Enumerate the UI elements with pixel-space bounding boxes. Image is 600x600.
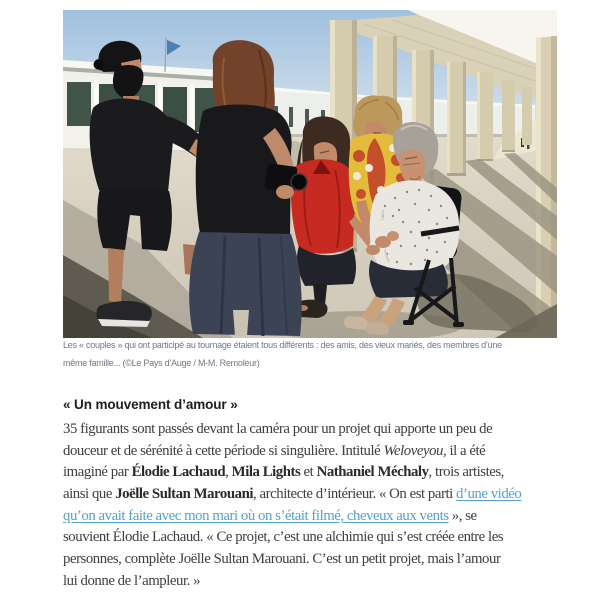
- body-text: », se: [448, 507, 477, 524]
- body-text: imaginé par: [63, 464, 132, 481]
- article-line: [63, 549, 521, 571]
- body-text: et: [300, 464, 317, 481]
- article-line: [63, 462, 521, 484]
- photo-caption-line-1: Les « couples » qui ont participé au tournage étaient tous différents : des amis, des vieux mariés, des membres d’une: [63, 340, 502, 350]
- photo-caption: [63, 337, 502, 372]
- body-text: douceur et de sérénité à cette période si singulière. Intitulé: [63, 442, 384, 459]
- photo-illustration: [63, 10, 557, 338]
- article-link[interactable]: qu’on avait faite avec mon mari où on s’était filmé, cheveux aux vents: [63, 507, 449, 524]
- artist-name: Joëlle Sultan Marouani: [115, 486, 254, 503]
- body-text: souvient Élodie Lachaud. « Ce projet, c’est une alchimie qui s’est créée entre les: [63, 529, 504, 546]
- article-line: [63, 419, 521, 441]
- body-text: ,: [225, 464, 232, 481]
- article-line: [63, 441, 521, 463]
- artist-name: Nathaniel Méchaly: [316, 464, 429, 481]
- artist-name: Élodie Lachaud: [131, 464, 226, 481]
- article-line: [63, 506, 521, 528]
- article-link[interactable]: d’une vidéo: [456, 486, 522, 503]
- body-text: lui donne de l’ampleur. »: [63, 572, 201, 589]
- article-line: [63, 527, 521, 549]
- artist-name: Mila Lights: [231, 464, 301, 481]
- body-text: , architecte d’intérieur. « On est parti: [253, 486, 457, 503]
- body-text: , trois artistes,: [428, 464, 504, 481]
- article-line: [63, 484, 521, 506]
- article-line: [63, 571, 521, 593]
- photo-caption-line-2: même famille... (©Le Pays d’Auge / M-M. Remoleur): [63, 357, 260, 368]
- section-heading: « Un mouvement d’amour »: [63, 397, 238, 412]
- article-photo: [63, 10, 557, 338]
- body-text: , il a été: [442, 442, 486, 459]
- body-text: personnes, complète Joëlle Sultan Marouani. C’est un petit projet, mais l’amour: [63, 551, 501, 568]
- body-text: 35 figurants sont passés devant la caméra pour un projet qui apporte un peu de: [63, 421, 493, 437]
- body-text: ainsi que: [63, 486, 116, 503]
- article-body: [63, 419, 521, 593]
- project-title: Weloveyou: [383, 442, 443, 459]
